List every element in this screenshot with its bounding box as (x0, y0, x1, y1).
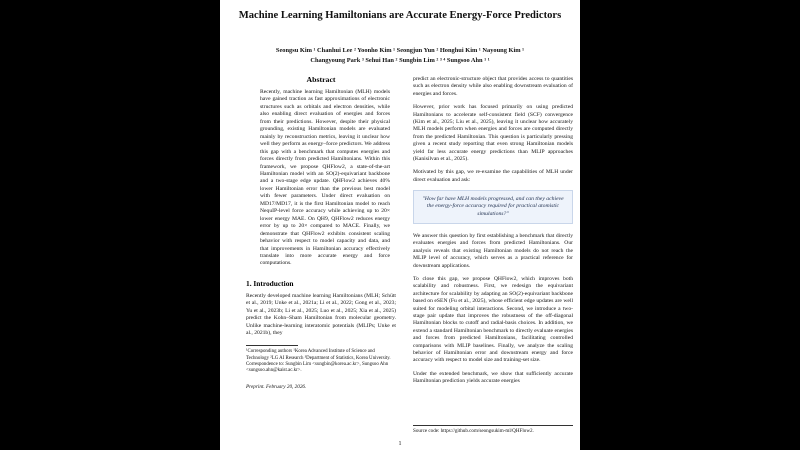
source-code-footnote: Source code: https://github.com/seongsukim-ml/QHFlow2. (413, 425, 573, 434)
results-paragraph: Under the extended benchmark, we show that sufficiently accurate Hamiltonian prediction yields accurate energies (413, 370, 573, 385)
research-question-box: "How far have MLH models progressed, and can they achieve the energy-force accuracy required for practical atomistic simulations?" (413, 190, 573, 224)
preprint-date: Preprint. February 20, 2026. (246, 383, 307, 390)
contribution-paragraph: To close this gap, we propose QHFlow2, which improves both scalability and robustness. First, we redesign the equivariant architecture for scalability by adapting an SO(2)-equivariant backbone based on eSEN (Fu et al., 2025), whose efficient edge updates are well suited for modeling orbital interactions. Second, we introduce a two-stage pair update that improves the robustness of the off-diagonal Hamiltonian blocks to cutoff and radial-basis choices. In addition, we extend a standard Hamiltonian benchmark to directly evaluate energies and forces from predicted Hamiltonians, facilitating controlled comparisons with MLIP baselines. Finally, we analyze the scaling behavior of Hamiltonian error and downstream energy and force accuracy with respect to model size and training-set size. (413, 275, 573, 364)
left-column (246, 75, 396, 390)
author-line-1: Seongsu Kim ¹ Chanhui Lee ² Yoonho Kim ¹ Seongjun Yun ² Honghui Kim ¹ Nayoung Kim ¹ (275, 47, 525, 54)
intro-continuation-paragraph: predict an electronic-structure object that provides access to quantities such as electron density while also enabling downstream evaluation of energies and forces. (413, 76, 573, 97)
author-line-2: Changyoung Park ³ Sehui Han ² Sungbin Lim ² ³ ⁴ Sungsoo Ahn ¹ ¹ (310, 57, 490, 64)
footnote-divider (246, 345, 298, 346)
paper-page (220, 0, 580, 450)
introduction-paragraph: Recently developed machine learning Hamiltonians (MLH; Schütt et al., 2019; Unke et al., 2021a; Li et al., 2022; Gong et al., 2023; Yu et al., 2023b; Li et al., 2025; Luo et al., 2025; Xia et al., 2025) predict the Kohn–Sham Hamiltonian from molecular geometry. Unlike machine-learning interatomic potentials (MLIPs; Unke et al., 2021b), they (246, 292, 396, 336)
page-number: 1 (398, 441, 402, 447)
author-list (220, 46, 580, 66)
benchmark-paragraph: We answer this question by first establishing a benchmark that directly evaluates energies and forces from predicted Hamiltonians. Our analysis reveals that existing Hamiltonian models do not reach the MLIP level of accuracy, which serves as a practical reference for downstream applications. (413, 232, 573, 269)
abstract-heading: Abstract (306, 75, 336, 84)
paper-title: Machine Learning Hamiltonians are Accurate Energy-Force Predictors (238, 10, 562, 21)
introduction-heading: 1. Introduction (246, 278, 294, 288)
prior-work-paragraph: However, prior work has focused primarily on using predicted Hamiltonians to accelerate self-consistent field (SCF) convergence (Kim et al., 2025; Liu et al., 2025), leaving it unclear how accurately MLH models perform when energies and forces are computed directly from the predicted Hamiltonian. This question is particularly pressing given a recent study reporting that even strong Hamiltonian models yield far less accurate energy predictions than MLIP approaches (Kanisilvan et al., 2025). (413, 104, 573, 163)
motivation-paragraph: Motivated by this gap, we re-examine the capabilities of MLH under direct evaluation and ask: (413, 169, 573, 183)
affiliation-footnote: ¹Corresponding authors ¹Korea Advanced Institute of Science and Technology ²LG AI Research ³Department of Statistics, Korea University. Correspondence to: Sungbin Lim <sungbin@korea.ac.kr>, Sungsoo Ahn <sungsoo.ahn@kaist.ac.kr>. (246, 349, 391, 374)
abstract-body: Recently, machine learning Hamiltonian (MLH) models have gained traction as fast approximations of electronic structures such as orbitals and electron densities, while also enabling direct evaluation of energies and forces from their predictions. However, despite their physical grounding, existing Hamiltonian models are evaluated mainly by reconstruction metrics, leaving it unclear how well they perform as energy–force predictors. We address this gap with a benchmark that computes energies and forces directly from predicted Hamiltonians. Within this framework, we propose QHFlow2, a state-of-the-art Hamiltonian model with an SO(2)-equivariant backbone and a two-stage edge update. QHFlow2 achieves 40% lower Hamiltonian error than the previous best model with fewer parameters. Under direct evaluation on MD17/MD17, it is the first Hamiltonian model to reach NequIP-level force accuracy while achieving up to 20× lower energy MAE. On QH9, QHFlow2 reduces energy error by up to 20× compared to MACE. Finally, we demonstrate that QHFlow2 exhibits consistent scaling behavior with respect to model capacity and data, and that improvements in Hamiltonian accuracy effectively translate into more accurate energy and force computations. (260, 89, 390, 267)
right-column (413, 76, 573, 392)
